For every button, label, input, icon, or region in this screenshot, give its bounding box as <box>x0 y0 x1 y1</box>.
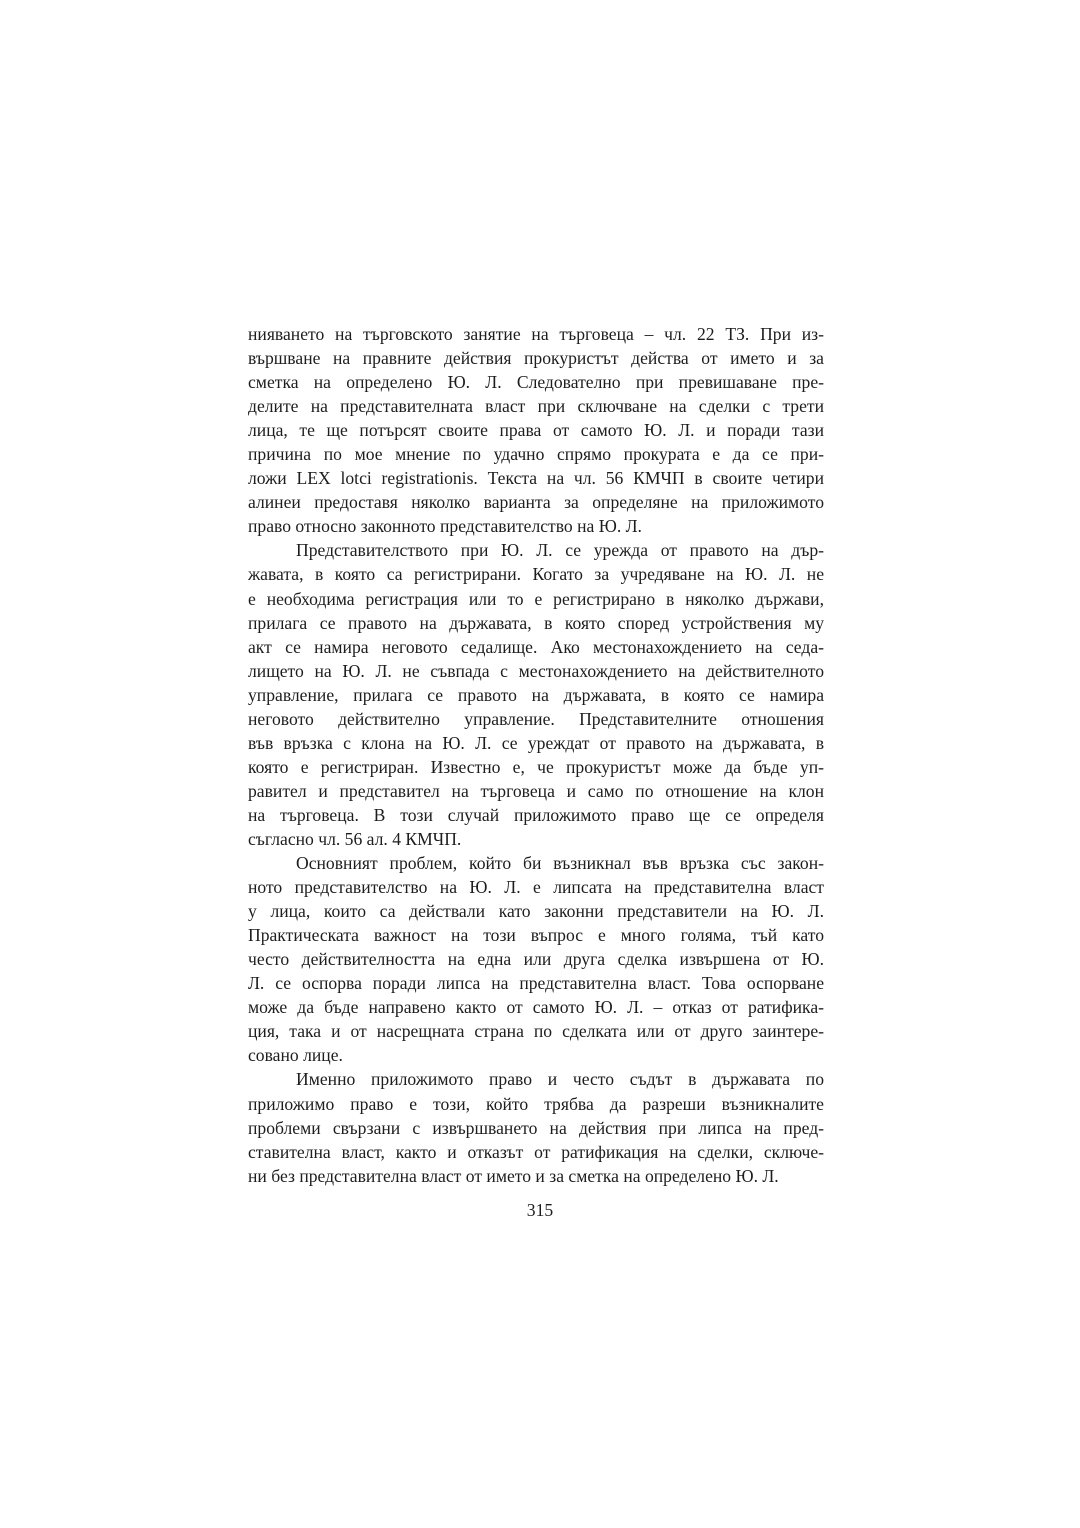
text-line: ното представителство на Ю. Л. е липсата на представителна власт <box>248 877 824 898</box>
text-line: която е регистриран. Известно е, че прокуристът може да бъде уп- <box>248 756 824 777</box>
text-line: жавата, в която са регистрирани. Когато за учредяване на Ю. Л. не <box>248 564 824 585</box>
page-number: 315 <box>526 1200 554 1220</box>
text-line: неговото действително управление. Представителните отношения <box>248 708 824 729</box>
text-line: нияването на търговското занятие на търговеца – чл. 22 ТЗ. При из- <box>248 324 824 344</box>
text-line: е необходима регистрация или то е регистрирано в няколко държави, <box>248 588 824 609</box>
text-line: Представителството при Ю. Л. се урежда от правото на дър- <box>296 540 824 561</box>
text-line: лица, те ще потърсят своите права от самото Ю. Л. и поради тази <box>248 420 824 441</box>
text-line: алинеи предоставя няколко варианта за определяне на приложимото <box>248 492 824 513</box>
text-line: прилага се правото на държавата, в която според устройствения му <box>248 612 824 633</box>
text-line: акт се намира неговото седалище. Ако местонахождението на седа- <box>248 636 824 657</box>
text-line: на търговеца. В този случай приложимото право ще се определя <box>248 804 824 825</box>
text-line: равител и представител на търговеца и само по отношение на клон <box>248 780 824 801</box>
paragraph <box>248 851 824 1067</box>
body-text <box>248 322 824 1188</box>
text-line: причина по мое мнение по удачно спрямо прокурата е да се при- <box>248 444 824 465</box>
text-line: ложи LEX lotci registrationis. Текста на чл. 56 КМЧП в своите четири <box>248 468 824 489</box>
text-line: Практическата важност на този въпрос е много голяма, тъй като <box>248 925 824 946</box>
text-line: управление, прилага се правото на държавата, в която се намира <box>248 684 824 705</box>
text-line: Л. се оспорва поради липса на представителна власт. Това оспорване <box>248 973 824 994</box>
text-line: във връзка с клона на Ю. Л. се уреждат от правото на държавата, в <box>248 732 824 753</box>
text-line: вършване на правните действия прокуристът действа от името и за <box>248 348 824 369</box>
text-line: ни без представителна власт от името и за сметка на определено Ю. Л. <box>248 1165 779 1186</box>
text-line: ставителна власт, както и отказът от ратификация на сделки, сключе- <box>248 1141 824 1162</box>
text-line: ция, така и от насрещната страна по сделката или от друго заинтере- <box>248 1021 824 1042</box>
text-line: лището на Ю. Л. не съвпада с местонахождението на действителното <box>248 660 824 681</box>
paragraph <box>248 538 824 851</box>
text-line: Основният проблем, който би възникнал във връзка със закон- <box>296 853 824 874</box>
text-line: сметка на определено Ю. Л. Следователно при превишаване пре- <box>248 372 824 393</box>
text-line: Именно приложимото право и често съдът в държавата по <box>296 1069 824 1090</box>
text-line: совано лице. <box>248 1045 343 1066</box>
text-line: приложимо право е този, който трябва да разреши възникналите <box>248 1093 824 1114</box>
paragraph <box>248 1067 824 1187</box>
paragraph <box>248 322 824 538</box>
text-line: у лица, които са действали като законни представители на Ю. Л. <box>248 901 824 922</box>
text-line: често действителността на една или друга сделка извършена от Ю. <box>248 949 824 970</box>
text-line: делите на представителната власт при сключване на сделки с трети <box>248 396 824 417</box>
text-line: може да бъде направено както от самото Ю. Л. – отказ от ратифика- <box>248 997 824 1018</box>
text-line: проблеми свързани с извършването на действия при липса на пред- <box>248 1117 824 1138</box>
text-line: право относно законното представителство на Ю. Л. <box>248 516 642 537</box>
text-line: съгласно чл. 56 ал. 4 КМЧП. <box>248 828 462 849</box>
